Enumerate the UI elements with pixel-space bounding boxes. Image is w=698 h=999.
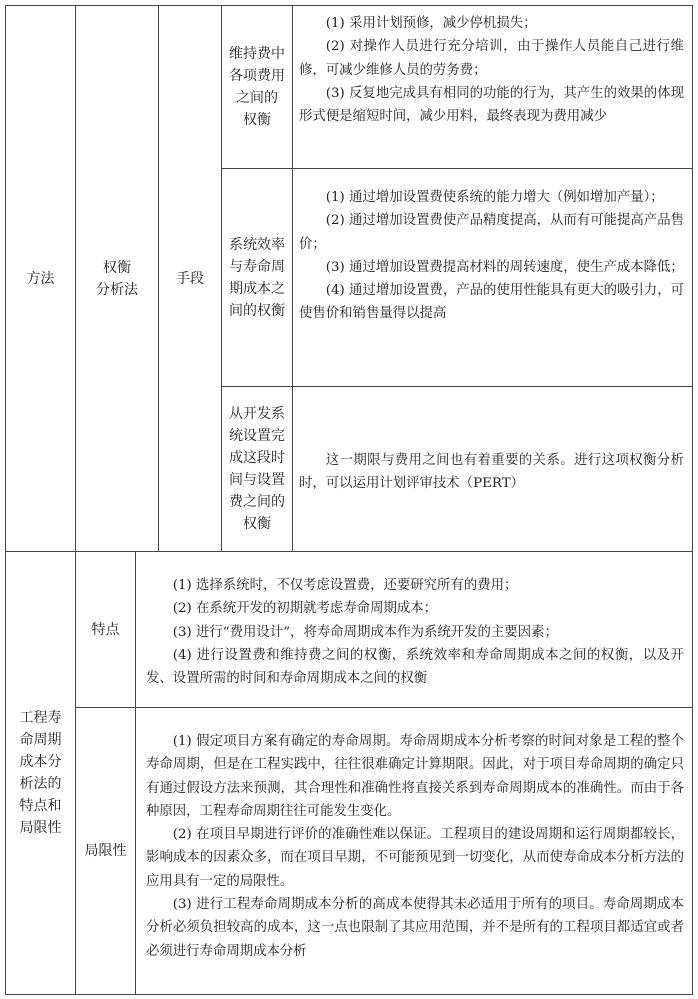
list-item: (4) 进行设置费和维持费之间的权衡，系统效率和寿命周期成本之间的权衡，以及开发、设置所需的时间和寿命周期成本之间的权衡	[146, 647, 684, 687]
development-time-tradeoff-content	[293, 449, 692, 496]
characteristics-text: 特点	[91, 621, 120, 638]
list-item: (2) 在项目早期进行评价的准确性难以保证。工程项目的建设周期和运行周期都较长，影响成本的因素众多，而在项目早期，不可能预见到一切变化，从而使寿命成本分析方法的应用具有一定的局限性。	[146, 827, 684, 889]
maintenance-tradeoff-label	[222, 6, 292, 168]
list-item: 这一期限与费用之间也有着重要的关系。进行这项权衡分析时，可以运用计划评审技术（PERT）	[299, 453, 684, 492]
efficiency-tradeoff-text: 系统效率 与寿命周 期成本之 间的权衡	[229, 236, 285, 319]
border-bottom	[5, 994, 693, 995]
characteristics-limitations-label	[6, 552, 75, 994]
list-item: (1) 选择系统时，不仅考虑设置费，还要研究所有的费用；	[172, 578, 518, 593]
efficiency-tradeoff-label	[222, 169, 292, 386]
development-time-tradeoff-label	[222, 387, 292, 551]
list-item: (1) 采用计划预修，减少停机损失；	[325, 16, 537, 31]
list-item: (4) 通过增加设置费，产品的使用性能具有更大的吸引力，可使售价和销售量得以提高	[299, 283, 684, 322]
list-item: (2) 通过增加设置费使产品精度提高，从而有可能提高产品售价；	[299, 213, 684, 252]
divider-row3	[75, 707, 693, 708]
tradeoff-analysis-label	[76, 6, 158, 551]
limitations-text: 局限性	[84, 843, 127, 859]
limitations-content	[136, 730, 692, 963]
characteristics-label	[76, 552, 135, 707]
characteristics-limitations-text: 工程寿 命周期 成本分 析法的 特点和 局限性	[19, 710, 62, 836]
maintenance-tradeoff-content	[293, 12, 692, 128]
list-item: (3) 通过增加设置费提高材料的周转速度，使生产成本降低；	[325, 259, 684, 275]
list-item: (2) 在系统开发的初期就考虑寿命周期成本；	[172, 601, 438, 617]
limitations-label	[76, 708, 135, 994]
maintenance-tradeoff-text: 维持费中 各项费用 之间的 权衡	[229, 46, 285, 128]
list-item: (3) 进行工程寿命周期成本分析的高成本使得其未必适用于所有的项目。寿命周期成本分析必须负担较高的成本，这一点也限制了其应用范围，并不是所有的工程项目都适宜或者必须进行寿命周期成本分析	[146, 897, 684, 959]
means-label	[159, 6, 221, 551]
list-item: (1) 通过增加设置费使系统的能力增大（例如增加产量）；	[325, 190, 664, 205]
list-item: (3) 进行“费用设计”，将寿命周期成本作为系统开发的主要因素；	[172, 624, 558, 640]
method-label	[6, 6, 75, 551]
list-item: (2) 对操作人员进行充分培训，由于操作人员能自己进行维修，可减少维修人员的劳务费；	[299, 39, 684, 78]
efficiency-tradeoff-content	[293, 186, 692, 326]
list-item: (1) 假定项目方案有确定的寿命周期。寿命周期成本分析考察的时间对象是工程的整个寿命周期，但是在工程实践中，往往很难确定计算期限。因此，对于项目寿命周期的确定只有通过假设方法来预测，其合理性和准确性将直接关系到寿命周期成本的准确性。而由于各种原因，工程寿命周期往往可能发生变化。	[146, 734, 684, 819]
characteristics-content	[136, 574, 692, 690]
border-right	[692, 5, 693, 995]
list-item: (3) 反复地完成具有相同的功能的行为，其产生的效果的体现形式便是缩短时间，减少用料，最终表现为费用减少	[299, 85, 684, 125]
means-text: 手段	[176, 270, 204, 287]
method-text: 方法	[26, 270, 55, 287]
tradeoff-analysis-text: 权衡 分析法	[96, 259, 138, 298]
development-time-tradeoff-text: 从开发系 统设置完 成这段时 间与设置 费之间的 权衡	[229, 406, 285, 532]
